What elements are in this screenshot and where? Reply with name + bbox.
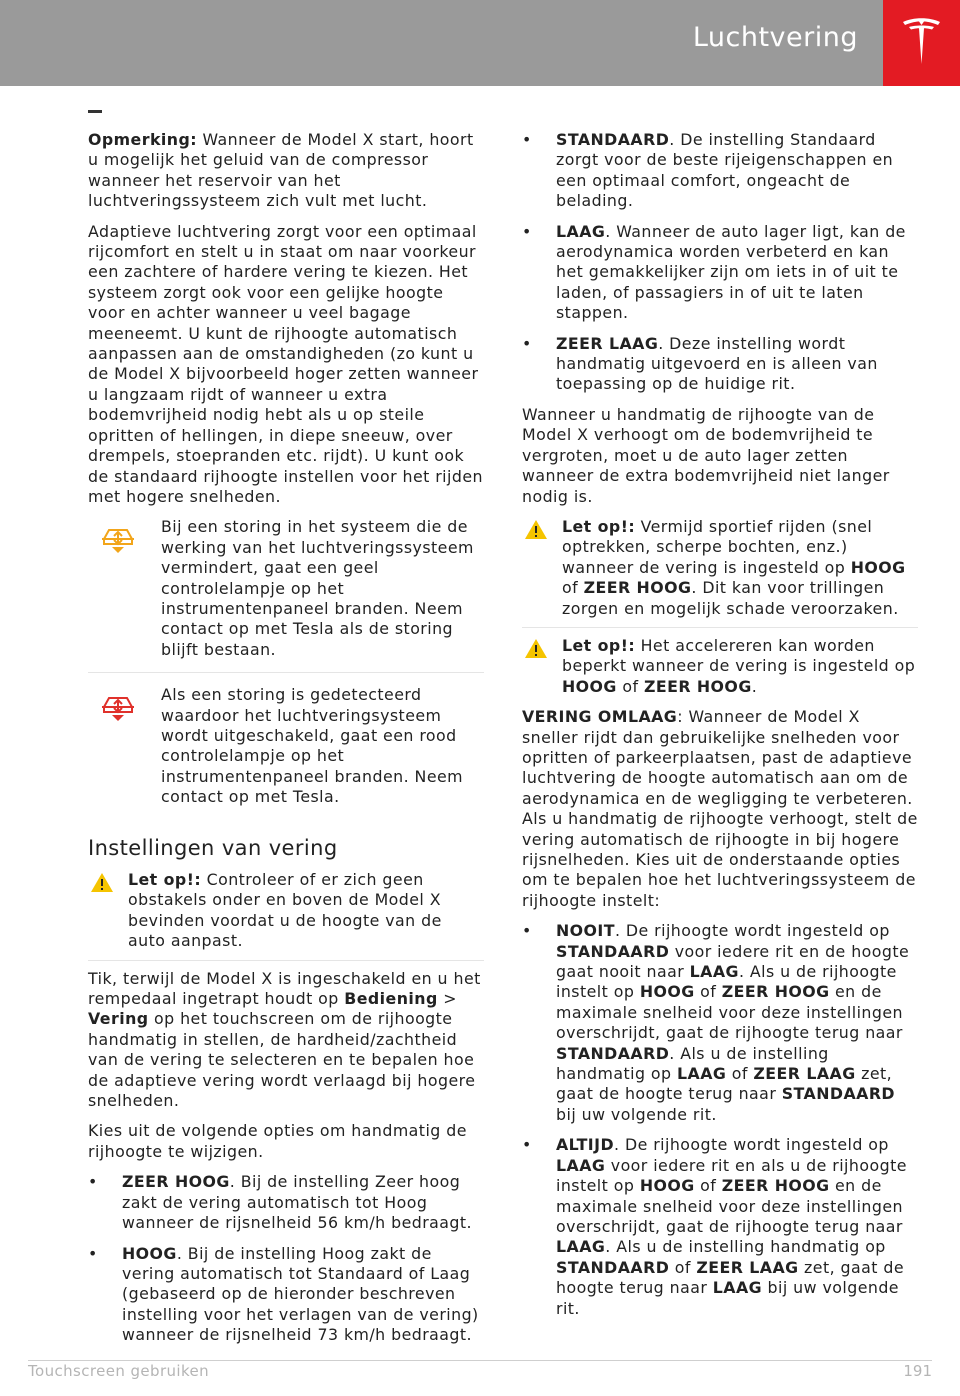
text-run: of xyxy=(694,982,722,1002)
yellow-indicator-text: Bij een storing in het systeem die de werking van het luchtveringssysteem vermindert, gaat een geel controlelampje op het instrumentenpaneel branden. Neem contact op met Tesla als de storing blijft bestaan. xyxy=(161,517,474,659)
text-run: of xyxy=(694,1176,722,1196)
term: STANDAARD xyxy=(556,130,670,149)
text-run: : Wanneer de Model X sneller rijdt dan gebruikelijke snelheden voor opritten of parkeerplaatsen, past de adaptieve luchtvering de hoogte automatisch aan om de aerodynamica en de wegligging te verbeteren. Als u handmatig de rijhoogte verhoogt, stelt de vering automatisch de rijhoogte in bij hogere rijsnelheden. Kies uit de onderstaande opties om te bepalen hoe het luchtveringssysteem de rijhoogte instelt: xyxy=(522,707,918,910)
tesla-logo-icon xyxy=(901,16,942,68)
caution-label: Let op!: xyxy=(562,635,636,655)
text-run: bij uw volgende rit. xyxy=(556,1104,717,1124)
term: STANDAARD xyxy=(556,1043,670,1063)
text-run: voor iedere rit en als u de rijhoogte instelt op xyxy=(556,1155,907,1196)
note-label: Opmerking: xyxy=(88,130,197,149)
yellow-indicator-note xyxy=(88,517,484,673)
text-run: . Als u de rijhoogte instelt op xyxy=(556,962,897,1002)
footer-divider xyxy=(28,1360,932,1361)
term: ZEER LAAG xyxy=(556,333,659,353)
term: HOOG xyxy=(122,1243,177,1263)
term: ZEER LAAG xyxy=(753,1064,856,1084)
lower-suspension-paragraph xyxy=(522,707,918,911)
red-indicator-note xyxy=(88,685,484,807)
section-heading: Instellingen van vering xyxy=(88,835,338,860)
suspension-warning-red-icon xyxy=(100,693,136,723)
brand-logo-box xyxy=(883,0,960,86)
term: LAAG xyxy=(677,1064,727,1084)
text-run: . Als u de instelling handmatig op xyxy=(605,1237,886,1257)
term: VERING OMLAAG xyxy=(522,707,678,727)
term: STANDAARD xyxy=(556,941,670,961)
term: LAAG xyxy=(556,221,606,241)
options-intro: Kies uit de volgende opties om handmatig de rijhoogte te wijzigen. xyxy=(88,1121,467,1161)
chapter-title: Luchtvering xyxy=(692,22,858,53)
caution-acceleration xyxy=(522,636,918,697)
bullet: • xyxy=(522,921,532,941)
note-paragraph xyxy=(88,130,484,212)
caution-label: Let op!: xyxy=(128,870,202,889)
text-run: zet, gaat de hoogte terug naar xyxy=(556,1257,905,1298)
term: ZEER HOOG xyxy=(122,1172,230,1192)
text-run: Tik, terwijl de Model X is ingeschakeld en u het rempedaal ingetrapt houdt op xyxy=(88,968,481,1009)
term: STANDAARD xyxy=(556,1257,670,1277)
warning-triangle-icon xyxy=(524,519,548,540)
text-run: . Wanneer de auto lager ligt, kan de aerodynamica worden verbeterd en kan het gemakkelijker zijn om iets in of uit te laden, of passagiers in of uit te laten stappen. xyxy=(556,221,906,323)
list-item-always xyxy=(522,1135,918,1319)
text-run: of xyxy=(562,578,584,598)
intro-paragraph: Adaptieve luchtvering zorgt voor een optimaal rijcomfort en stelt u in staat om naar voorkeur een zachtere of hardere vering te kiezen. Het systeem zorgt ook voor een gelijke hoogte voor en achter wanneer u veel bagage meeneemt. U kunt de rijhoogte automatisch aanpassen aan de omstandigheden (zo kunt u de Model X bijvoorbeeld hoger zetten wanneer u langzaam rijdt of wanneer u extra bodemvrijheid nodig hebt als u op steile opritten of hellingen, in diepe sneeuw, over drempels, stoepranden etc. rijdt). U kunt ook de standaard rijhoogte instellen voor het rijden met hogere snelheden. xyxy=(88,221,483,506)
bullet: • xyxy=(522,221,532,241)
caution-obstacles xyxy=(88,870,484,961)
term: LAAG xyxy=(556,1155,606,1175)
text-run: . Deze instelling wordt handmatig uitgevoerd en is alleen van toepassing op de huidige rit. xyxy=(556,333,878,394)
term: ZEER HOOG xyxy=(721,982,830,1002)
note-text: Wanneer de Model X start, hoort u mogelijk het geluid van de compressor wanneer het reservoir van het luchtveringssysteem zich vult met lucht. xyxy=(88,130,474,211)
text-run: of xyxy=(726,1064,754,1084)
text-run: zet, gaat de hoogte terug naar xyxy=(556,1064,893,1104)
page-header xyxy=(0,0,960,86)
menu-suspension-term: Vering xyxy=(88,1009,149,1029)
list-item-standard xyxy=(522,130,918,212)
bullet: • xyxy=(88,1243,98,1263)
text-run: . Bij de instelling Zeer hoog zakt de vering automatisch tot Hoog wanneer de rijsnelheid 56 km/h bedraagt. xyxy=(122,1172,473,1233)
red-indicator-text: Als een storing is gedetecteerd waardoor het luchtveringsysteem wordt uitgeschakeld, gaat een rood controlelampje op het instrumentenpaneel branden. Neem contact op met Tesla. xyxy=(161,685,463,807)
term: HOOG xyxy=(639,1176,695,1196)
term: STANDAARD xyxy=(781,1084,895,1104)
bullet: • xyxy=(88,1172,98,1192)
menu-controls-term: Bediening xyxy=(344,989,438,1009)
text-run: en de maximale snelheid voor deze instellingen overschrijdt, gaat de rijhoogte terug naar xyxy=(556,1176,903,1236)
term: HOOG xyxy=(639,982,695,1002)
text-run: Vermijd sportief rijden (snel optrekken, scherpe bochten, enz.) wanneer de vering is ingesteld op xyxy=(562,516,873,577)
text-run: . De instelling Standaard zorgt voor de beste rijeigenschappen en een optimaal comfort, ongeacht de belading. xyxy=(556,130,894,211)
warning-triangle-icon xyxy=(90,872,114,893)
right-column xyxy=(522,130,918,1329)
page-number: 191 xyxy=(903,1362,932,1380)
list-item-very-low xyxy=(522,334,918,395)
text-run: of xyxy=(616,676,644,696)
raise-height-paragraph: Wanneer u handmatig de rijhoogte van de Model X verhoogt om de bodemvrijheid te vergroten, moet u de auto lager zetten wanneer de extra bodemvrijheid niet langer nodig is. xyxy=(522,404,890,506)
text-run: en de maximale snelheid voor deze instellingen overschrijdt, gaat de rijhoogte terug naar xyxy=(556,982,903,1043)
text-run: . Dit kan voor trillingen zorgen en mogelijk schade veroorzaken. xyxy=(562,578,899,618)
term: LAAG xyxy=(556,1237,606,1257)
text-run: . De rijhoogte wordt ingesteld op xyxy=(614,921,890,941)
caution-label: Let op!: xyxy=(562,516,636,536)
list-item-never xyxy=(522,921,918,1125)
text-run: of xyxy=(669,1257,697,1277)
top-dash xyxy=(88,110,102,113)
caution-text: Controleer of er zich geen obstakels onder en boven de Model X bevinden voordat u de hoogte van de auto aanpast. xyxy=(128,870,442,951)
text-run: > xyxy=(437,989,457,1009)
term: LAAG xyxy=(689,962,739,982)
term: LAAG xyxy=(712,1278,763,1298)
text-run: . Bij de instelling Hoog zakt de vering automatisch tot Standaard of Laag (gebaseerd op de hieronder beschreven instelling voor het verlagen van de vering) wanneer de rijsnelheid 73 km/h bedraagt. xyxy=(122,1243,479,1345)
text-run: . xyxy=(751,676,758,696)
touchscreen-paragraph xyxy=(88,969,484,1112)
term: ZEER LAAG xyxy=(696,1257,799,1277)
term: ZEER HOOG xyxy=(583,578,692,598)
left-column xyxy=(88,130,484,1356)
bullet: • xyxy=(522,333,532,353)
text-run: op het touchscreen om de rijhoogte handmatig in stellen, de hardheid/zachtheid van de vering te selecteren en te bepalen hoe de adaptieve vering wordt verlaagd bij hogere snelheden. xyxy=(88,1009,476,1111)
text-run: . Als u de instelling handmatig op xyxy=(556,1043,829,1084)
text-run: bij uw volgende rit. xyxy=(556,1278,899,1318)
text-run: voor iedere rit en de hoogte gaat nooit naar xyxy=(556,941,910,982)
bullet: • xyxy=(522,1135,532,1155)
suspension-warning-amber-icon xyxy=(100,525,136,555)
footer-section: Touchscreen gebruiken xyxy=(28,1362,210,1380)
list-item-high xyxy=(88,1244,484,1346)
list-item-low xyxy=(522,222,918,324)
term: HOOG xyxy=(562,676,617,696)
warning-triangle-icon xyxy=(524,638,548,659)
bullet: • xyxy=(522,130,532,149)
text-run: . De rijhoogte wordt ingesteld op xyxy=(614,1135,889,1155)
caution-sporty-driving xyxy=(522,517,918,628)
text-run: Het accelereren kan worden beperkt wanneer de vering is ingesteld op xyxy=(562,635,916,676)
term: NOOIT xyxy=(556,921,615,941)
term: ZEER HOOG xyxy=(721,1176,830,1196)
term: ALTIJD xyxy=(556,1135,615,1155)
term: HOOG xyxy=(850,557,906,577)
list-item-very-high xyxy=(88,1172,484,1233)
term: ZEER HOOG xyxy=(643,676,752,696)
